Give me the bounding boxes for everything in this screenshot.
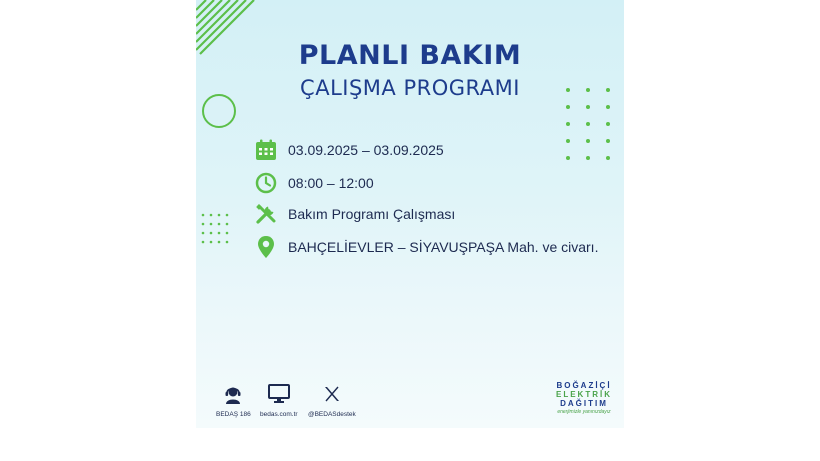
announcement-card: [196, 0, 624, 428]
tools-icon: [254, 202, 278, 226]
x-logo-icon: [322, 384, 342, 408]
footer-social-label: @BEDASdestek: [308, 411, 356, 418]
brand-line3: DAĞITIM: [560, 399, 608, 408]
time-text: 08:00 – 12:00: [288, 175, 374, 191]
time-row: [254, 170, 374, 196]
work-text: Bakım Programı Çalışması: [288, 206, 456, 222]
footer-phone[interactable]: [216, 384, 251, 418]
brand-line1: BOĞAZİÇİ: [556, 381, 612, 390]
clock-icon: [254, 171, 278, 195]
company-logo: [552, 381, 616, 415]
location-row: [254, 234, 598, 260]
date-row: [254, 137, 444, 163]
brand-slogan: enerjimizle yanınızdayız: [557, 409, 611, 415]
calendar-icon: [254, 138, 278, 162]
brand-line2: ELEKTRİK: [556, 390, 612, 399]
footer-web[interactable]: [260, 384, 298, 418]
footer-phone-label: BEDAŞ 186: [216, 411, 251, 418]
footer-web-label: bedas.com.tr: [260, 411, 298, 418]
page-title: PLANLI BAKIM: [298, 40, 522, 71]
footer-social[interactable]: [308, 384, 356, 418]
location-pin-icon: [254, 235, 278, 259]
headset-icon: [223, 384, 243, 408]
monitor-icon: [268, 384, 290, 408]
work-row: [254, 201, 455, 227]
date-text: 03.09.2025 – 03.09.2025: [288, 142, 444, 158]
page-subtitle: ÇALIŞMA PROGRAMI: [300, 76, 520, 100]
dot-grid-left: [200, 212, 232, 246]
location-text: BAHÇELİEVLER – SİYAVUŞPAŞA Mah. ve civarı.: [288, 239, 599, 255]
